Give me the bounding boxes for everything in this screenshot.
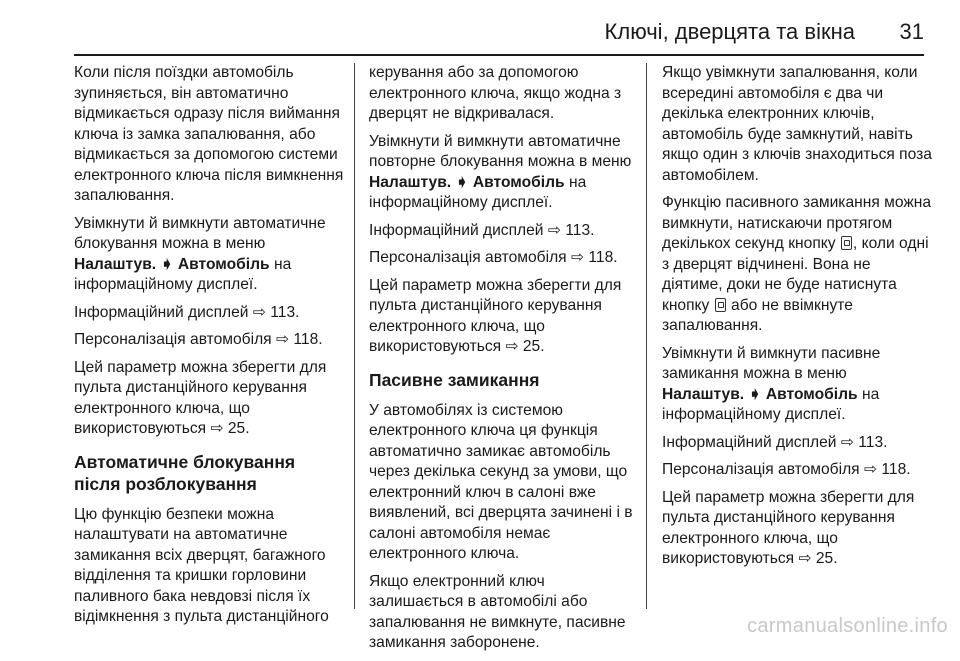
cross-reference[interactable]: Інформаційний дисплей ⇨ 113. [74,303,300,321]
cross-reference[interactable]: Інформаційний дисплей ⇨ 113. [369,221,595,239]
cross-reference[interactable]: Цей параметр можна зберегти для пульта дистанційного керування електронного ключа, що використовуються ⇨ 25. [74,358,327,437]
header-rule [74,54,924,56]
cross-reference[interactable]: Персоналізація автомобіля ⇨ 118. [74,331,323,348]
column-divider [354,63,355,609]
paragraph: Коли після поїздки автомобіль зупиняється, він автоматично відмикається одразу після виймання ключа із замка запалювання, або відмикається за допомогою системи електронного ключа після вимкнення запалювання. [74,64,344,204]
column-2 [369,63,633,661]
ref-arrow-icon: ⇨ [798,550,812,567]
cross-reference[interactable]: Персоналізація автомобіля ⇨ 118. [369,249,618,266]
arrow-icon: ➧ [455,173,469,191]
page-number: 31 [899,19,924,44]
menu-path: Налаштув. ➧ Автомобіль [369,173,565,191]
paragraph-menu: Увімкнути й вимкнути автоматичне блокування можна в меню Налаштув. ➧ Автомобіль на інформаційному дисплеї. [74,214,326,293]
paragraph: Цю функцію безпеки можна налаштувати на автоматичне замикання всіх дверцят, багажного відділення та кришки горловини паливного бака невдовзі після їх відімкнення з пульта дистанційного [74,505,329,625]
paragraph-menu: Увімкнути й вимкнути пасивне замикання можна в меню Налаштув. ➧ Автомобіль на інформаційному дисплеї. [662,344,881,423]
lock-button-icon [715,298,726,312]
paragraph: Якщо електронний ключ залишається в автомобілі або запалювання не вимкнуте, пасивне замикання заборонене. [369,572,626,651]
column-divider [646,63,647,609]
paragraph: Якщо увімкнути запалювання, коли всередині автомобіля є два чи декілька електронних ключів, автомобіль буде замкнутий, навіть якщо один з ключів знаходиться поза автомобілем. [662,64,932,184]
section-heading: Пасивне замикання [369,369,540,390]
paragraph-lock-button: Функцію пасивного замикання можна вимкнути, натискаючи протягом декількох секунд кнопку , коли одні з дверцят відчинені. Вона не діятиме, доки не буде натиснута кнопку або не ввімкнуте запалювання. [662,194,932,334]
section-heading: Автоматичне блокування після розблокування [74,451,296,494]
menu-path: Налаштув. ➧ Автомобіль [74,255,270,273]
column-3 [662,63,932,577]
ref-arrow-icon: ⇨ [570,249,585,266]
cross-reference[interactable]: Цей параметр можна зберегти для пульта дистанційного керування електронного ключа, що використовуються ⇨ 25. [369,276,622,355]
ref-arrow-icon: ⇨ [863,461,878,478]
lock-button-icon [841,236,852,250]
cross-reference[interactable]: Інформаційний дисплей ⇨ 113. [662,433,888,451]
ref-arrow-icon: ⇨ [210,420,224,437]
paragraph: У автомобілях із системою електронного ключа ця функція автоматично замикає автомобіль через декілька секунд за умови, що електронний ключ в салоні вже виявлений, всі дверцята зачинені і в салоні автомобіля немає електронного ключа. [369,401,633,562]
menu-path: Налаштув. ➧ Автомобіль [662,385,858,403]
ref-arrow-icon: ⇨ [505,338,519,355]
arrow-icon: ➧ [160,255,174,273]
cross-reference[interactable]: Персоналізація автомобіля ⇨ 118. [662,461,911,478]
ref-arrow-icon: ⇨ [840,433,854,451]
page-header [0,0,960,58]
paragraph: керування або за допомогою електронного ключа, якщо жодна з дверцят не відкривалася. [369,64,622,122]
cross-reference[interactable]: Цей параметр можна зберегти для пульта дистанційного керування електронного ключа, що використовуються ⇨ 25. [662,488,915,567]
watermark: carmanualsonline.info [747,615,948,637]
arrow-icon: ➧ [748,385,762,403]
ref-arrow-icon: ⇨ [252,303,266,321]
ref-arrow-icon: ⇨ [547,221,561,239]
section-title: Ключі, дверцята та вікна [604,19,855,44]
ref-arrow-icon: ⇨ [275,331,290,348]
column-1 [74,63,344,635]
paragraph-menu: Увімкнути й вимкнути автоматичне повторне блокування можна в меню Налаштув. ➧ Автомобіль на інформаційному дисплеї. [369,132,632,211]
